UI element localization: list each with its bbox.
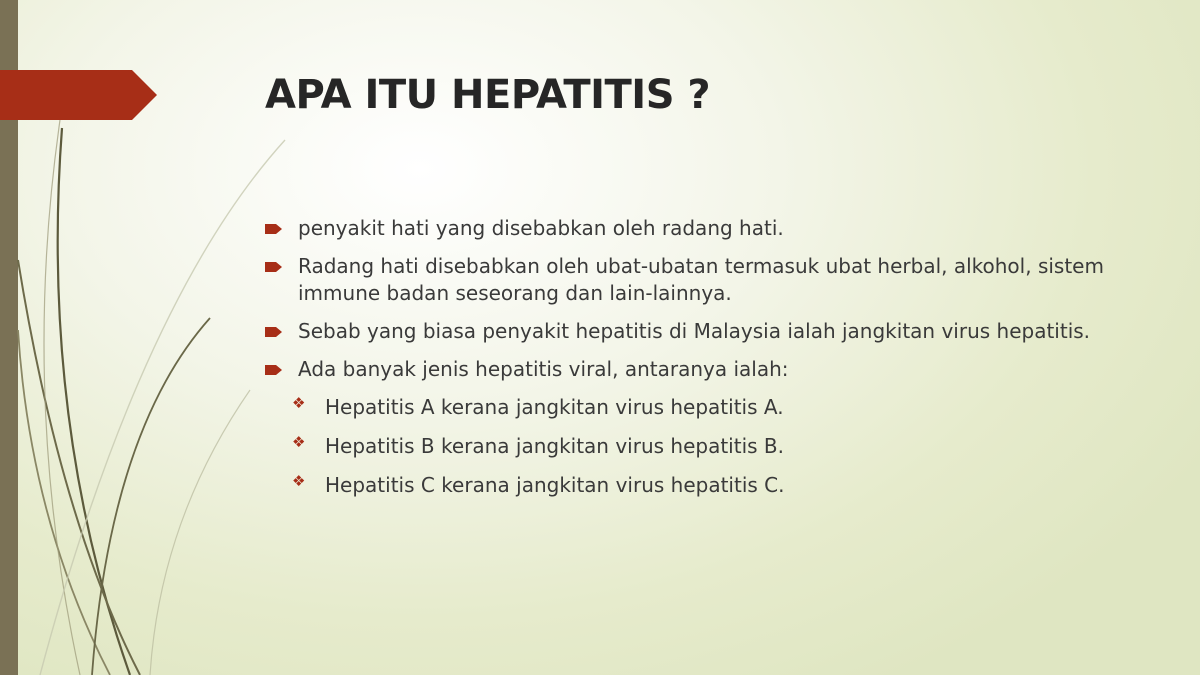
arrow-bullet-icon [265,262,282,272]
title-accent-arrow [0,70,157,120]
sub-bullet-text: Hepatitis C kerana jangkitan virus hepatitis C. [325,473,785,497]
four-diamond-bullet-icon: ❖ [292,433,306,451]
arrow-bullet-icon [265,327,282,337]
arrow-bullet-icon [265,365,282,375]
four-diamond-bullet-icon: ❖ [292,472,306,490]
bullet-item [265,215,1145,242]
bullet-text: penyakit hati yang disebabkan oleh radang hati. [298,216,784,240]
sub-bullet-text: Hepatitis B kerana jangkitan virus hepatitis B. [325,434,784,458]
sub-bullet-item [265,394,1145,421]
bullet-text: Sebab yang biasa penyakit hepatitis di Malaysia ialah jangkitan virus hepatitis. [298,319,1091,343]
bullet-item [265,356,1145,383]
sub-bullet-item [265,433,1145,460]
four-diamond-bullet-icon: ❖ [292,394,306,412]
sub-bullet-item [265,472,1145,499]
sub-bullet-text: Hepatitis A kerana jangkitan virus hepatitis A. [325,395,784,419]
arrow-bullet-icon [265,224,282,234]
slide-content [265,215,1145,511]
bullet-text: Radang hati disebabkan oleh ubat-ubatan termasuk ubat herbal, alkohol, sistem immune badan seseorang dan lain-lainnya. [298,254,1104,305]
bullet-item [265,318,1145,345]
bullet-text: Ada banyak jenis hepatitis viral, antaranya ialah: [298,357,789,381]
bullet-item [265,253,1145,307]
slide-title: APA ITU HEPATITIS ? [265,72,711,118]
